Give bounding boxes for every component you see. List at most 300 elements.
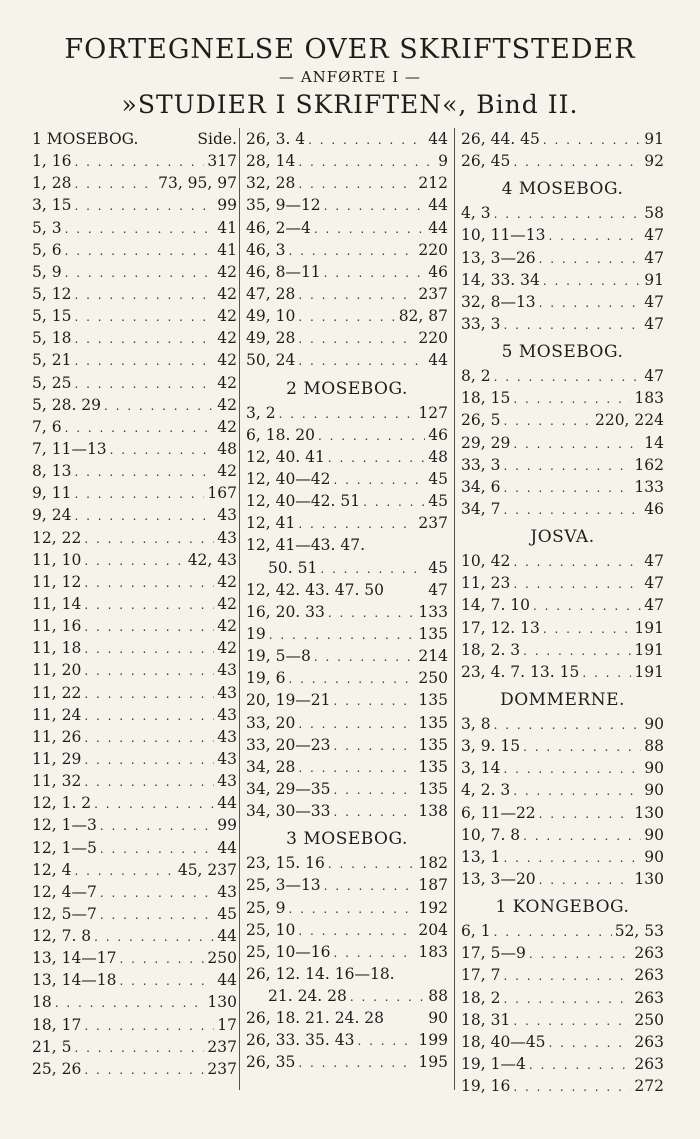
scripture-reference: 11, 22 [32, 683, 82, 702]
leader-dots [503, 503, 641, 517]
leader-dots [100, 819, 214, 833]
index-entry [461, 249, 664, 271]
index-entry [246, 736, 448, 758]
scripture-reference: 16, 20. 33 [246, 602, 325, 621]
page-reference: 44 [217, 794, 237, 813]
scripture-reference: 49, 28 [246, 329, 296, 348]
column-divider [239, 128, 240, 1090]
scripture-reference: 5, 21 [32, 351, 72, 370]
leader-dots [513, 555, 641, 569]
index-entry [32, 839, 237, 861]
index-entry [246, 758, 448, 780]
scripture-reference: 10, 7. 8 [461, 825, 521, 844]
leader-dots [74, 1041, 204, 1055]
scripture-reference: 12, 1—3 [32, 816, 97, 835]
leader-dots [539, 807, 632, 821]
index-entry [461, 293, 664, 315]
index-entry [461, 619, 664, 641]
scripture-reference: 26, 33. 35. 43 [246, 1031, 355, 1050]
index-entry [32, 728, 237, 750]
scripture-reference: 3, 15 [32, 196, 72, 215]
leader-dots [74, 177, 155, 191]
scripture-reference: 13, 3—20 [461, 869, 536, 888]
leader-dots [357, 1034, 415, 1048]
column-divider [454, 128, 455, 1090]
scripture-reference: 18, 2 [461, 988, 501, 1007]
page-reference: 220 [418, 240, 448, 259]
scripture-reference: 14, 7. 10 [461, 596, 531, 615]
index-entry [32, 772, 237, 794]
scripture-reference: 12, 40. 41 [246, 447, 325, 466]
scripture-reference: 7, 6 [32, 417, 62, 436]
scripture-reference: 8, 13 [32, 462, 72, 481]
scripture-reference: 26, 45 [461, 152, 511, 171]
index-entry [32, 750, 237, 772]
leader-dots [84, 642, 214, 656]
page-reference: 42 [217, 617, 237, 636]
index-column-1 [32, 130, 237, 1082]
index-entry [32, 595, 237, 617]
index-entry [32, 529, 237, 551]
page-reference: 42 [217, 572, 237, 591]
page-reference: 42 [217, 373, 237, 392]
scripture-reference: 26, 35 [246, 1053, 296, 1072]
leader-dots [74, 377, 214, 391]
scripture-reference: 11, 32 [32, 772, 82, 791]
index-entry [32, 440, 237, 462]
scripture-reference: 14, 33. 34 [461, 270, 540, 289]
page-reference: 47 [644, 226, 664, 245]
leader-dots [324, 199, 426, 213]
page-reference: 47 [644, 367, 664, 386]
scripture-reference: 21, 5 [32, 1037, 72, 1056]
page-reference: 41 [217, 240, 237, 259]
page-reference: 47 [644, 574, 664, 593]
page-reference: 45 [428, 469, 448, 488]
index-entry [461, 989, 664, 1011]
leader-dots [74, 465, 214, 479]
leader-dots [74, 199, 214, 213]
page-reference: 191 [634, 640, 664, 659]
leader-dots [84, 576, 214, 590]
index-entry [246, 514, 448, 536]
leader-dots [549, 1036, 632, 1050]
scripture-reference: 6, 1 [461, 922, 491, 941]
index-entry [246, 351, 448, 373]
leader-dots [298, 924, 415, 938]
page-reference: 46 [428, 425, 448, 444]
leader-dots [288, 902, 415, 916]
scripture-reference: 25, 9 [246, 898, 286, 917]
index-entry [246, 152, 448, 174]
page-reference: 42 [217, 395, 237, 414]
book-heading: 4 MOSEBOG. [501, 179, 624, 200]
page-reference: 43 [217, 727, 237, 746]
scripture-reference: 5, 9 [32, 262, 62, 281]
index-entry [246, 285, 448, 307]
scripture-reference: 13, 3—26 [461, 248, 536, 267]
scripture-reference: 12, 4—7 [32, 882, 97, 901]
scripture-reference: 26, 18. 21. 24. 28 [246, 1009, 385, 1028]
page-reference: 47 [644, 596, 664, 615]
index-entry [246, 603, 448, 625]
page-reference: 187 [418, 876, 448, 895]
leader-dots [549, 229, 642, 243]
leader-dots [74, 288, 214, 302]
leader-dots [100, 886, 214, 900]
index-entry [461, 781, 664, 803]
page-reference: 42 [217, 329, 237, 348]
scripture-reference: 46, 8—11 [246, 262, 321, 281]
scripture-reference: 46, 2—4 [246, 218, 311, 237]
index-entry [246, 241, 448, 263]
scripture-reference: 18, 40—45 [461, 1032, 546, 1051]
page-reference: 45 [428, 492, 448, 511]
scripture-reference: 11, 23 [461, 574, 511, 593]
scripture-reference: 17, 5—9 [461, 944, 526, 963]
scripture-reference: 11, 18 [32, 639, 82, 658]
page-reference: 250 [634, 1010, 664, 1029]
index-entry [246, 899, 448, 921]
page-reference: 263 [634, 966, 664, 985]
leader-dots [503, 992, 631, 1006]
page-reference: 167 [207, 484, 237, 503]
scripture-reference: 19, 5—8 [246, 647, 311, 666]
leader-dots [74, 354, 214, 368]
page-reference: 43 [217, 882, 237, 901]
leader-dots [269, 628, 416, 642]
scripture-reference: 26, 12. 14. 16—18. [246, 964, 395, 983]
scripture-reference: 18, 17 [32, 1015, 82, 1034]
page-reference: 42 [217, 262, 237, 281]
leader-dots [513, 1080, 631, 1094]
page-reference: 45 [217, 904, 237, 923]
page-reference: 47 [644, 292, 664, 311]
index-entry [246, 714, 448, 736]
leader-dots [513, 1014, 631, 1028]
index-entry [246, 263, 448, 285]
leader-dots [94, 930, 214, 944]
page-reference: 48 [428, 447, 448, 466]
leader-dots [513, 577, 641, 591]
page-reference: 183 [418, 942, 448, 961]
leader-dots [494, 718, 642, 732]
scripture-reference: 25, 26 [32, 1059, 82, 1078]
scripture-reference: 13, 14—17 [32, 949, 117, 968]
page-reference: 42 [217, 639, 237, 658]
leader-dots [318, 429, 425, 443]
index-entry [461, 826, 664, 848]
page-reference: 130 [634, 869, 664, 888]
index-entry [461, 204, 664, 226]
scripture-reference: 25, 10—16 [246, 942, 331, 961]
scripture-reference: 19 [246, 624, 266, 643]
scripture-reference: 23, 15. 16 [246, 854, 325, 873]
leader-dots [298, 761, 415, 775]
scripture-reference: 10, 11—13 [461, 226, 546, 245]
index-entry [32, 661, 237, 683]
leader-dots [298, 155, 435, 169]
leader-dots [523, 644, 631, 658]
page-reference: 52, 53 [614, 922, 664, 941]
scripture-reference: 32, 8—13 [461, 292, 536, 311]
scripture-reference: 3, 8 [461, 714, 491, 733]
page-reference: 250 [207, 949, 237, 968]
index-entry [246, 559, 448, 581]
scripture-reference: 50. 51 [268, 558, 318, 577]
index-entry [32, 927, 237, 949]
index-entry [461, 759, 664, 781]
leader-dots [328, 606, 416, 620]
scripture-reference: 33, 20 [246, 713, 296, 732]
index-entry [246, 802, 448, 824]
index-entry [246, 1053, 448, 1075]
scripture-reference: 1, 16 [32, 152, 72, 171]
index-entry [246, 647, 448, 669]
leader-dots [55, 996, 205, 1010]
leader-dots [494, 925, 612, 939]
leader-dots [529, 1058, 632, 1072]
scripture-reference: 21. 24. 28 [268, 987, 347, 1006]
leader-dots [328, 451, 425, 465]
leader-dots [84, 687, 214, 701]
page-reference: 92 [644, 152, 664, 171]
scripture-reference: 34, 30—33 [246, 802, 331, 821]
index-entry [32, 816, 237, 838]
leader-dots [74, 864, 174, 878]
leader-dots [298, 310, 395, 324]
scripture-reference: 49, 10 [246, 307, 296, 326]
page-reference: 237 [418, 514, 448, 533]
page-reference: 135 [418, 691, 448, 710]
scripture-reference: 5, 28. 29 [32, 395, 102, 414]
leader-dots [298, 288, 415, 302]
index-entry [461, 944, 664, 966]
index-entry [461, 315, 664, 337]
leader-dots [314, 650, 416, 664]
leader-dots [513, 392, 631, 406]
book-heading: 3 MOSEBOG. [286, 829, 408, 850]
page-reference: 73, 95, 97 [158, 174, 237, 193]
page-reference: 272 [634, 1077, 664, 1096]
leader-dots [539, 873, 632, 887]
scripture-reference: 26, 3. 4 [246, 130, 306, 148]
scripture-reference: 10, 42 [461, 552, 511, 571]
page-reference: 42 [217, 351, 237, 370]
scripture-reference: 34, 7 [461, 499, 501, 518]
page-reference: 58 [644, 204, 664, 223]
leader-dots [523, 829, 641, 843]
page-reference: 43 [217, 749, 237, 768]
scripture-reference: 50, 24 [246, 351, 296, 370]
page-reference: 88 [428, 987, 448, 1006]
page-reference: 42 [217, 417, 237, 436]
index-entry [32, 396, 237, 418]
leader-dots [539, 296, 642, 310]
page-reference: 9 [438, 152, 448, 171]
scripture-reference: 29, 29 [461, 433, 511, 452]
index-entry [246, 691, 448, 713]
leader-dots [84, 709, 214, 723]
index-entry [461, 663, 664, 685]
scripture-reference: 12, 1—5 [32, 838, 97, 857]
index-entry [32, 351, 237, 373]
page-reference: 263 [634, 1054, 664, 1073]
index-entry [32, 706, 237, 728]
page-reference: 90 [644, 714, 664, 733]
leader-dots [298, 517, 415, 531]
scripture-reference: 34, 6 [461, 477, 501, 496]
index-entry [246, 492, 448, 514]
page-reference: 220, 224 [594, 411, 664, 430]
index-entry [32, 506, 237, 528]
leader-dots [288, 244, 415, 258]
page-title: FORTEGNELSE OVER SKRIFTSTEDER [64, 34, 636, 65]
page-reference: 162 [634, 455, 664, 474]
page-reference: 90 [644, 759, 664, 778]
scripture-reference: 33, 3 [461, 314, 501, 333]
page-reference: 237 [418, 284, 448, 303]
index-entry [32, 285, 237, 307]
index-entry [246, 174, 448, 196]
index-entry [32, 374, 237, 396]
scripture-reference: 11, 16 [32, 617, 82, 636]
index-entry [246, 987, 448, 1009]
scripture-reference: 23, 4. 7. 13. 15 [461, 662, 580, 681]
page-reference: 191 [634, 618, 664, 637]
scripture-reference: 33, 20—23 [246, 735, 331, 754]
index-entry [461, 456, 664, 478]
scripture-reference: 5, 25 [32, 373, 72, 392]
page-reference: 42 [217, 284, 237, 303]
scripture-reference: 12, 40—42. 51 [246, 492, 361, 511]
page-reference: 237 [207, 1037, 237, 1056]
scripture-reference: 6, 11—22 [461, 803, 536, 822]
index-entry [246, 219, 448, 241]
index-entry [461, 1011, 664, 1033]
page-subtitle: — ANFØRTE I — [279, 68, 421, 86]
page-reference: 237 [207, 1059, 237, 1078]
index-entry [246, 426, 448, 448]
page-reference: 45 [428, 558, 448, 577]
leader-dots [100, 908, 214, 922]
leader-dots [120, 974, 215, 988]
scripture-reference: 9, 11 [32, 484, 72, 503]
index-entry [461, 848, 664, 870]
scripture-reference: 11, 29 [32, 749, 82, 768]
scripture-reference: 12, 41 [246, 514, 296, 533]
scripture-reference: 3, 9. 15 [461, 737, 521, 756]
index-entry [246, 536, 448, 558]
page-reference: 91 [644, 130, 664, 148]
leader-dots [308, 133, 425, 147]
leader-dots [543, 622, 632, 636]
page-reference: 42 [217, 462, 237, 481]
scripture-reference: 11, 24 [32, 705, 82, 724]
leader-dots [65, 421, 215, 435]
page-reference: 90 [644, 825, 664, 844]
page-reference: 48 [217, 439, 237, 458]
index-entry [246, 404, 448, 426]
page-reference: 47 [644, 314, 664, 333]
scripture-reference: 19, 16 [461, 1077, 511, 1096]
index-entry [246, 307, 448, 329]
index-entry [246, 780, 448, 802]
leader-dots [298, 1056, 415, 1070]
index-entry [32, 484, 237, 506]
scripture-reference: 25, 3—13 [246, 876, 321, 895]
page-reference: 43 [217, 772, 237, 791]
leader-dots [334, 473, 426, 487]
leader-dots [74, 310, 214, 324]
scripture-reference: 32, 28 [246, 174, 296, 193]
scripture-reference: 12, 1. 2 [32, 794, 92, 813]
index-entry [246, 1031, 448, 1053]
index-entry [461, 1077, 664, 1099]
page-reference: 135 [418, 779, 448, 798]
index-entry [461, 478, 664, 500]
page-reference: 138 [418, 802, 448, 821]
page-reference: 42 [217, 307, 237, 326]
index-entry [461, 434, 664, 456]
leader-dots [298, 354, 425, 368]
leader-dots [543, 133, 641, 147]
book-heading: 1 KONGEBOG. [495, 897, 630, 918]
page-reference: 130 [207, 993, 237, 1012]
leader-dots [334, 739, 416, 753]
scripture-reference: 8, 2 [461, 367, 491, 386]
leader-dots [503, 762, 641, 776]
index-entry [32, 219, 237, 241]
page-reference: 44 [217, 838, 237, 857]
leader-dots [74, 332, 214, 346]
scripture-reference: 35, 9—12 [246, 196, 321, 215]
index-entry [461, 500, 664, 522]
index-entry [461, 271, 664, 293]
page-reference: 99 [217, 816, 237, 835]
index-entry [461, 870, 664, 892]
scripture-reference: 5, 6 [32, 240, 62, 259]
scripture-reference: 18, 31 [461, 1010, 511, 1029]
scripture-reference: 12, 22 [32, 528, 82, 547]
index-entry [32, 241, 237, 263]
page-reference: 14 [644, 433, 664, 452]
index-entry [32, 1016, 237, 1038]
side-label: Side. [197, 130, 237, 148]
index-entry [461, 966, 664, 988]
leader-dots [523, 740, 641, 754]
book-heading: 2 MOSEBOG. [286, 378, 408, 399]
leader-dots [503, 459, 631, 473]
page-reference: 191 [634, 662, 664, 681]
leader-dots [104, 399, 214, 413]
page-reference: 91 [644, 270, 664, 289]
leader-dots [503, 318, 641, 332]
page-reference: 130 [634, 803, 664, 822]
index-entry [461, 804, 664, 826]
book-heading: JOSVA. [530, 527, 595, 548]
scripture-reference: 20, 19—21 [246, 691, 331, 710]
leader-dots [74, 509, 214, 523]
page-reference: 47 [428, 580, 448, 599]
leader-dots [513, 784, 641, 798]
leader-dots [328, 857, 416, 871]
scripture-reference: 17, 12. 13 [461, 618, 540, 637]
index-entry [461, 715, 664, 737]
scripture-reference: 11, 26 [32, 727, 82, 746]
leader-dots [100, 842, 214, 856]
leader-dots [84, 664, 214, 678]
